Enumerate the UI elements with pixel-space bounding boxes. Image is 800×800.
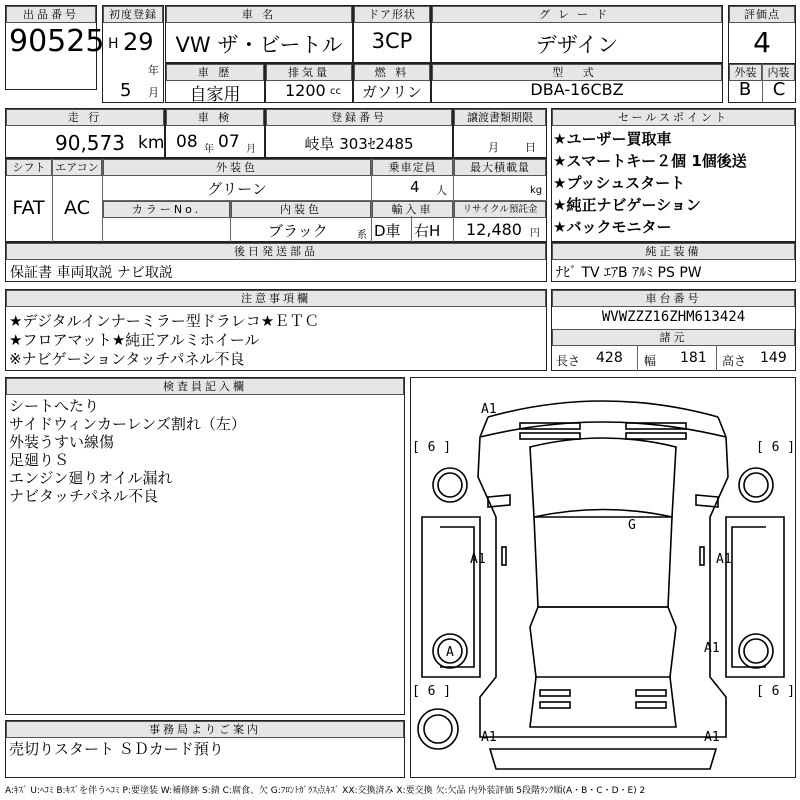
mileage: 90,573: [55, 131, 125, 155]
first-reg-label: 初度登録: [103, 6, 163, 23]
mileage-label: 走 行: [6, 109, 164, 126]
reg-month: 5: [120, 80, 132, 101]
grade: デザイン: [535, 33, 619, 57]
damage-mark-a1: A1: [716, 552, 732, 567]
sales-point: ★スマートキー２個 1個後送: [553, 152, 747, 170]
car-name: VW ザ・ビートル: [175, 33, 343, 57]
shift: FAT: [12, 197, 45, 219]
capacity-label: 乗車定員: [372, 159, 453, 176]
length-label: 長さ: [556, 354, 581, 368]
inspector-line: サイドウィンカーレンズ割れ（左）: [9, 415, 246, 433]
maxload-unit: kg: [530, 185, 543, 196]
year-unit: 年: [148, 64, 159, 77]
lot-label: 出品番号: [6, 6, 96, 23]
lot-number: 90525: [9, 24, 105, 59]
damage-mark-a1: A1: [470, 552, 486, 567]
damage-mark-g: G: [628, 518, 636, 533]
inspector-line: ナビタッチパネル不良: [9, 487, 159, 505]
month-unit: 月: [148, 86, 159, 99]
tire-tread-mark: [ 6 ]: [756, 684, 796, 699]
door-type: 3CP: [371, 29, 413, 53]
later-parts-label: 後日発送部品: [6, 243, 546, 260]
sales-point: ★バックモニター: [553, 218, 672, 236]
insp-month: 07: [218, 132, 240, 152]
interior-label: 内装色: [231, 201, 371, 218]
plate: 岐阜 303ｾ2485: [304, 135, 414, 153]
colorno-label: カラーNo.: [103, 201, 230, 218]
office-label: 事務局よりご案内: [6, 721, 404, 738]
grade-label: グレード: [432, 6, 722, 23]
score: 4: [753, 26, 771, 59]
damage-mark-a: A: [446, 645, 454, 660]
capacity: 4: [410, 178, 420, 196]
ext-grade: B: [738, 79, 752, 100]
sales-point: ★ユーザー買取車: [553, 130, 672, 148]
recycle: 12,480: [466, 220, 522, 239]
note-line: ※ナビゲーションタッチパネル不良: [9, 350, 245, 368]
recycle-unit: 円: [530, 228, 540, 239]
office-note: 売切りスタート ＳＤカード預り: [9, 740, 224, 758]
notes-label: 注意事項欄: [6, 290, 546, 307]
chassis-label: 車台番号: [552, 290, 795, 307]
score-label: 評価点: [729, 6, 795, 23]
fuel-label: 燃 料: [354, 64, 430, 81]
interior-unit: 系: [357, 230, 367, 241]
recycle-label: リサイクル預託金: [454, 201, 546, 218]
car-name-label: 車 名: [166, 6, 352, 23]
legend: A:ｷｽﾞ U:ﾍｺﾐ B:ｷｽﾞを伴うﾍｺﾐ P:要塗装 W:補修跡 S:錆 C:腐食、欠 G:ﾌﾛﾝﾄｶﾞﾗｽ点ｷｽﾞ XX:交換済み X:要交換 欠:欠品 内外装評価 5段階ﾗﾝｸ順(A・B・C・D・E) 2: [5, 786, 646, 796]
chassis-number: WVWZZZ16ZHM613424: [601, 309, 746, 325]
door-label: ドア形状: [354, 6, 430, 23]
history-label: 車 歴: [166, 64, 264, 81]
sales-point: ★純正ナビゲーション: [553, 196, 701, 214]
handle: 右H: [414, 222, 441, 240]
tire-tread-mark: [ 6 ]: [412, 440, 452, 455]
int-label: 内装: [762, 64, 795, 81]
equipment-label: 純正装備: [552, 243, 795, 260]
mileage-unit: km: [138, 133, 165, 153]
insp-year: 08: [176, 132, 198, 152]
transfer-month: 月: [488, 141, 499, 154]
model-label: 型 式: [432, 64, 722, 81]
later-parts: 保証書 車両取説 ナビ取説: [10, 265, 173, 281]
shift-label: シフト: [6, 159, 52, 176]
color: グリーン: [207, 180, 267, 198]
import-label: 輸入車: [372, 201, 453, 218]
damage-mark-a1: A1: [704, 730, 720, 745]
width: 181: [680, 350, 707, 366]
reg-year: 29: [123, 28, 154, 56]
damage-mark-a1: A1: [704, 641, 720, 656]
tire-tread-mark: [ 6 ]: [412, 684, 452, 699]
sales-point: ★プッシュスタート: [553, 174, 686, 192]
transfer-label: 譲渡書類期限: [454, 109, 546, 126]
height-label: 高さ: [722, 354, 747, 368]
history: 自家用: [189, 85, 241, 105]
cc-unit: cc: [330, 86, 341, 97]
inspector-line: エンジン廻りオイル漏れ: [9, 469, 173, 487]
inspector-line: シートへたり: [9, 397, 100, 415]
color-label: 外装色: [103, 159, 371, 176]
drive: D車: [374, 222, 401, 240]
damage-mark-a1: A1: [481, 402, 497, 417]
capacity-unit: 人: [436, 184, 447, 197]
inspector-line: 足廻りＳ: [9, 451, 70, 469]
ac-label: エアコン: [52, 159, 102, 176]
ext-label: 外装: [729, 64, 762, 81]
height: 149: [760, 350, 787, 366]
insp-year-unit: 年: [204, 144, 214, 155]
inspection-label: 車 検: [166, 109, 264, 126]
displacement: 1200: [285, 81, 326, 100]
dims-label: 諸元: [552, 329, 795, 346]
inspector-line: 外装うすい線傷: [9, 433, 115, 451]
model: DBA-16CBZ: [530, 80, 624, 99]
transfer-day: 日: [525, 141, 536, 154]
note-line: ★デジタルインナーミラー型ドラレコ★ＥＴＣ: [9, 312, 320, 330]
length: 428: [596, 350, 623, 366]
equipment: ﾅﾋﾞ TV ｴｱB ｱﾙﾐ PS PW: [556, 265, 702, 281]
insp-month-unit: 月: [246, 144, 256, 155]
tire-tread-mark: [ 6 ]: [756, 440, 796, 455]
plate-label: 登録番号: [266, 109, 452, 126]
width-label: 幅: [644, 354, 657, 368]
era: H: [108, 36, 119, 52]
inspector-label: 検査員記入欄: [6, 378, 404, 395]
maxload-label: 最大積載量: [454, 159, 546, 176]
sales-label: セールスポイント: [552, 109, 795, 126]
interior-color: ブラック: [268, 222, 328, 240]
note-line: ★フロアマット★純正アルミホイール: [9, 331, 260, 349]
ac: AC: [64, 197, 90, 219]
fuel: ガソリン: [361, 83, 422, 101]
int-grade: C: [772, 79, 786, 100]
cc-label: 排気量: [266, 64, 352, 81]
car-diagram: [410, 377, 796, 778]
damage-mark-a1: A1: [481, 730, 497, 745]
